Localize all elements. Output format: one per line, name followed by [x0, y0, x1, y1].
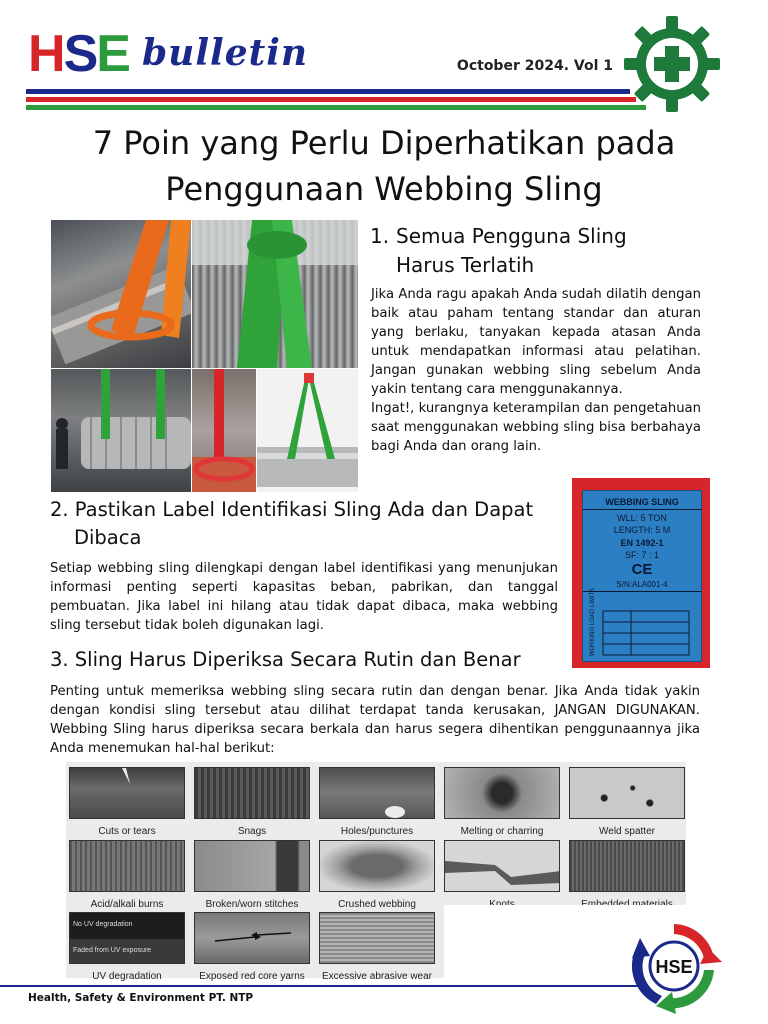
broken-worn-stitches-photo: [194, 840, 310, 892]
damage-item: [69, 912, 185, 982]
label-title: WEBBING SLING: [583, 497, 701, 510]
melting-charring-photo: [444, 767, 560, 819]
section-3-body: Penting untuk memeriksa webbing sling secara rutin dan dengan benar. Jika Anda tidak yakin dengan kondisi sling tersebut atau dilihat terdapat tanda kerusakan, JANGAN DIGUNAKAN. Webbing Sling harus diperiksa secara berkala dan harus segera dihentikan penggunaannya jika Anda menemukan hal-hal berikut:: [50, 684, 700, 756]
webbing-sling-photo-collage: [51, 220, 358, 492]
section-2-body: Setiap webbing sling dilengkapi dengan label identifikasi yang menunjukan informasi penting seperti kapasitas beban, pabrikan, dan tanggal pembuatan. Jika label ini hilang atau tidak dapat dibaca, maka webbing sling tersebut tidak boleh digunakan lagi.: [50, 561, 558, 633]
damage-item: [569, 767, 685, 837]
section-1-paragraph-2: Ingat!, kurangnya keterampilan dan pengetahuan saat menggunakan webbing sling bisa berbahaya bagi Anda dan orang lain.: [371, 401, 701, 454]
crushed-webbing-photo: [319, 840, 435, 892]
damage-caption: Broken/worn stitches: [205, 899, 299, 910]
knot-illustration: [445, 841, 560, 892]
logo-letter-s: S: [63, 25, 97, 83]
damage-caption: Crushed webbing: [338, 899, 416, 910]
label-length: LENGTH: 5 M: [613, 525, 671, 535]
embedded-materials-photo: [569, 840, 685, 892]
acid-alkali-burns-photo: [69, 840, 185, 892]
tear-mark: [70, 768, 185, 819]
section-1-paragraph-1: Jika Anda ragu apakah Anda sudah dilatih dengan baik atau paham tentang standar dan aturan yang berlaku, tanyakan kepada atasan Anda untuk mendapatkan informasi atau pelatihan. Jangan gunakan webbing sling sebelum Anda yakin tentang cara menggunakannya.: [371, 287, 701, 397]
label-side-text: WORKING LOAD LIMITS: [590, 587, 597, 657]
section-1-heading-line-1: Semua Pengguna Sling: [396, 224, 627, 248]
damage-item: [194, 767, 310, 837]
damage-caption: Exposed red core yarns: [199, 971, 305, 982]
cuts-or-tears-photo: [69, 767, 185, 819]
snags-photo: [194, 767, 310, 819]
damage-caption: Cuts or tears: [98, 826, 156, 837]
damage-caption: Excessive abrasive wear: [321, 971, 433, 982]
header-stripe-navy: [26, 89, 630, 94]
label-ce-mark: CE: [631, 561, 653, 578]
basket-sling-illustration: [257, 369, 358, 492]
label-standard: EN 1492-1: [620, 538, 664, 548]
logo-letter-e: E: [96, 25, 129, 83]
photo-red-sling-hook: [192, 369, 256, 492]
damage-caption: Holes/punctures: [340, 826, 414, 837]
sling-identification-label-photo: [572, 478, 710, 668]
blue-label-tag: [582, 490, 702, 662]
section-2-heading: [50, 496, 560, 552]
weld-spatter-photo: [569, 767, 685, 819]
damage-item: [194, 912, 310, 982]
photo-green-sling-ribbed-pipe: [192, 220, 358, 368]
issue-date: October 2024. Vol 1: [456, 58, 613, 74]
header-stripe-red: [26, 97, 636, 102]
exposed-red-core-yarns-photo: [194, 912, 310, 964]
excessive-abrasive-wear-photo: [319, 912, 435, 964]
photo-roller-green-slings: [51, 369, 191, 492]
uv-degradation-photo: [69, 912, 185, 964]
damage-item: [194, 840, 310, 910]
hse-bulletin-logo: [28, 26, 358, 82]
footer-rule: [0, 985, 640, 987]
section-3-heading: 3. Sling Harus Diperiksa Secara Rutin dan Benar: [50, 648, 521, 671]
holes-punctures-photo: [319, 767, 435, 819]
damage-caption: Snags: [237, 826, 267, 837]
damage-item: [569, 840, 685, 910]
damage-item: [319, 912, 435, 982]
knots-photo: [444, 840, 560, 892]
label-wll: WLL: 5 TON: [617, 513, 667, 523]
damage-item: [69, 767, 185, 837]
label-safety-factor: SF: 7 : 1: [624, 550, 659, 560]
logo-script-text: bulletin: [142, 32, 309, 74]
damage-item: [69, 840, 185, 910]
damage-item: [319, 767, 435, 837]
title-line-1: 7 Poin yang Perlu Diperhatikan pada: [92, 124, 676, 162]
section-1-heading: [370, 222, 670, 280]
damage-caption: Acid/alkali burns: [90, 899, 164, 910]
damage-caption: UV degradation: [92, 971, 162, 982]
title-line-2: Penggunaan Webbing Sling: [165, 170, 603, 208]
section-1-heading-line-2: Harus Terlatih: [396, 253, 535, 277]
section-2-heading-line-2: Dibaca: [74, 526, 142, 549]
arrow-marks: [195, 913, 310, 964]
damage-caption: Weld spatter: [599, 826, 655, 837]
footer-company: Health, Safety & Environment PT. NTP: [28, 992, 254, 1004]
page-title: [40, 120, 728, 212]
label-load-diagram: [601, 609, 691, 657]
orange-sling-illustration: [51, 220, 191, 368]
photo-orange-slings: [51, 220, 191, 368]
green-gear-cross-icon: [622, 14, 722, 114]
damage-item: [444, 767, 560, 837]
roller-illustration: [51, 369, 191, 492]
photo-green-sling-basket: [257, 369, 358, 492]
header-stripe-green: [26, 105, 646, 110]
uv-label-none: No UV degradation: [73, 921, 133, 928]
section-2-heading-line-1: 2. Pastikan Label Identifikasi Sling Ada dan Dapat: [50, 498, 534, 521]
red-sling-illustration: [192, 369, 256, 492]
damage-item: [319, 840, 435, 910]
uv-label-faded: Faded from UV exposure: [73, 947, 152, 954]
puncture-mark: [320, 768, 435, 819]
logo-letter-h: H: [28, 25, 64, 83]
badge-text: HSE: [655, 957, 693, 977]
damage-item: [444, 840, 560, 910]
section-1-number: 1.: [370, 224, 390, 248]
label-serial: S/N:ALA001-4: [583, 580, 701, 592]
damage-caption: Melting or charring: [460, 826, 544, 837]
section-1-body: [371, 285, 701, 456]
green-sling-illustration: [192, 220, 358, 368]
hse-cycle-badge-icon: [626, 918, 722, 1014]
